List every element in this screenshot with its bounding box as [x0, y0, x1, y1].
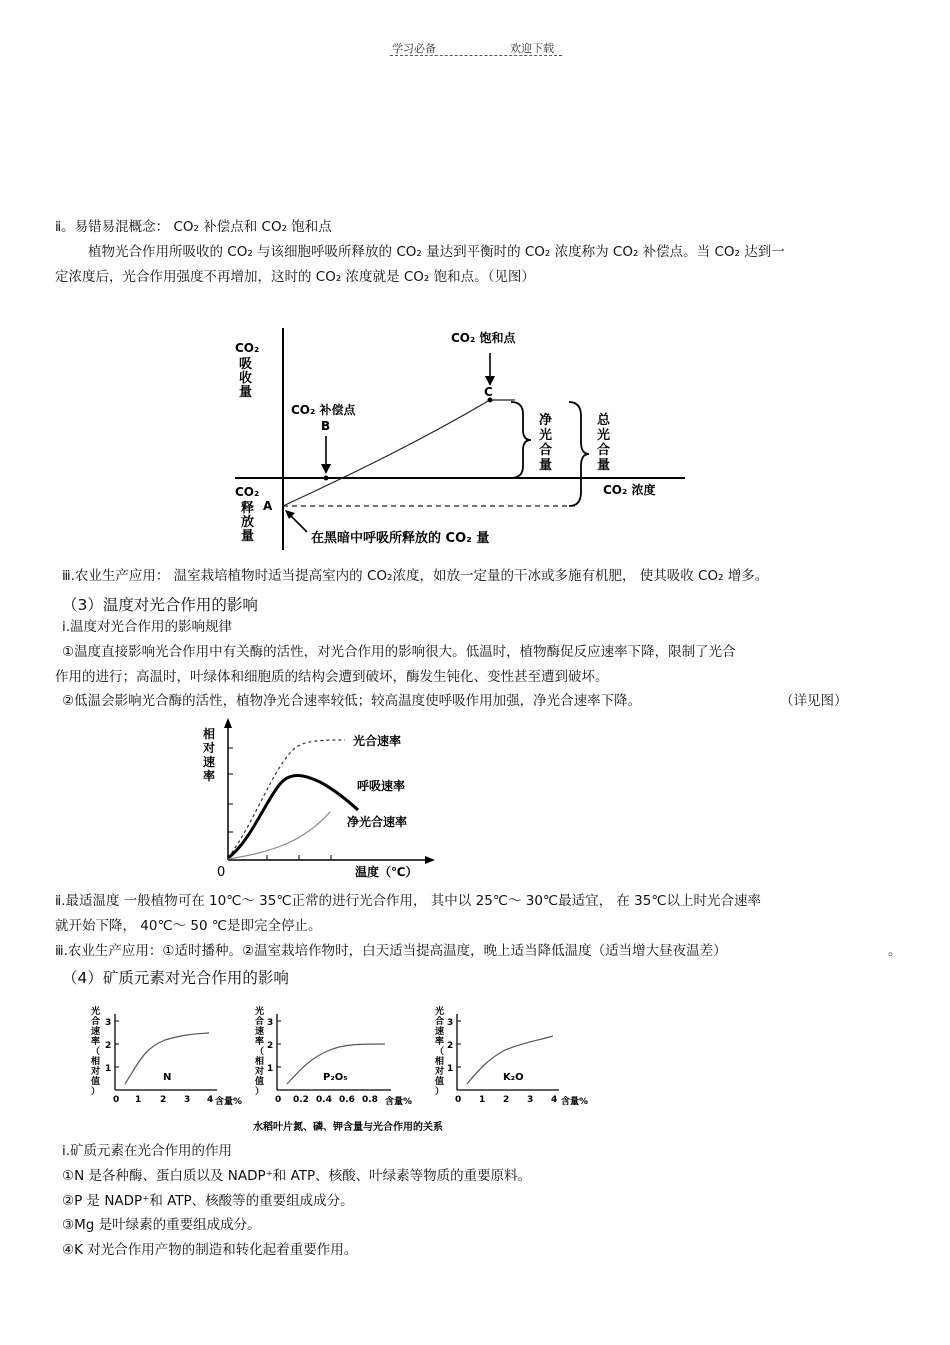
- tick-label: 3: [447, 1018, 454, 1028]
- tick-label: 2: [447, 1041, 454, 1051]
- tick-label: 1: [267, 1064, 274, 1074]
- temp-x-arrow: [425, 856, 435, 864]
- opt-temp-line3-end: 。: [888, 943, 902, 959]
- tick-label: 0.8: [362, 1095, 378, 1105]
- point-b-label: B: [321, 419, 331, 433]
- temp-p1-line1: ①温度直接影响光合作用中有关酶的活性，对光合作用的影响很大。低温时，植物酶促反应速率下降，限制了光合: [62, 644, 736, 660]
- panel-n-x-label: 含量%: [215, 1097, 243, 1107]
- header-divider: [390, 55, 562, 56]
- net-label-1: 光: [539, 428, 553, 443]
- tick-label: 1: [479, 1095, 486, 1105]
- temp-p2-ref: （详见图）: [780, 693, 848, 709]
- opt-temp-line3: ⅲ.农业生产应用：①适时播种。②温室栽培作物时，白天适当提高温度，晚上适当降低温度（适当增大昼夜温差）: [55, 943, 727, 959]
- co2-figure: [225, 318, 695, 558]
- total-brace: [569, 402, 589, 506]
- temp-y-label-1: 对: [203, 741, 216, 755]
- panel-n: [105, 1014, 242, 1107]
- agri-application-co2: ⅲ.农业生产应用： 温室栽培植物时适当提高室内的 CO₂浓度，如放一定量的干冰或多施有机肥， 使其吸收 CO₂ 增多。: [62, 568, 769, 584]
- temp-p2: ②低温会影响光合酶的活性，植物净光合速率较低；较高温度使呼吸作用加强，净光合速率下降。: [62, 693, 642, 709]
- tick-label: 0: [455, 1095, 462, 1105]
- y-bottom-label-2: 放: [241, 515, 255, 530]
- panel-p-x-label: 含量%: [385, 1097, 413, 1107]
- tick-label: 0.2: [293, 1095, 309, 1105]
- mineral-item-k: ④K 对光合作用产物的制造和转化起着重要作用。: [62, 1242, 358, 1258]
- series-photosynthesis-label: 光合速率: [353, 734, 402, 748]
- saturation-point-label: CO₂ 饱和点: [451, 331, 516, 345]
- arrow-a: [289, 514, 307, 532]
- y-top-label-2: 收: [239, 371, 253, 386]
- point-b-dot: [324, 476, 329, 481]
- y-char: 相: [91, 1057, 101, 1067]
- y-char: 相: [435, 1057, 445, 1067]
- y-char: 光: [91, 1007, 101, 1017]
- panel-p-element: P₂O₅: [323, 1072, 348, 1083]
- net-label-0: 净: [539, 413, 553, 428]
- temp-y-label-2: 速: [203, 755, 216, 769]
- y-char: 合: [91, 1017, 101, 1027]
- point-c-label: C: [484, 385, 493, 399]
- y-char: 相: [255, 1057, 265, 1067]
- y-char: 率: [435, 1037, 445, 1047]
- mineral-heading: （4）矿质元素对光合作用的影响: [62, 969, 289, 987]
- y-char: ）: [255, 1087, 265, 1097]
- temp-y-arrow: [224, 718, 232, 728]
- panel-k-x-label: 含量%: [561, 1097, 589, 1107]
- y-char: 光: [255, 1007, 265, 1017]
- series-respiration-label: 呼吸速率: [357, 779, 406, 793]
- temp-x-label: 温度（℃）: [355, 865, 418, 879]
- temp-p1-line2: 作用的进行；高温时，叶绿体和细胞质的结构会遭到破坏，酶发生钝化、变性甚至遭到破坏。: [55, 669, 609, 685]
- tick-label: 0.6: [339, 1095, 355, 1105]
- arrow-b-head: [321, 464, 331, 474]
- tick-label: 0: [113, 1095, 120, 1105]
- tick-label: 4: [551, 1095, 558, 1105]
- tick-label: 3: [267, 1018, 274, 1028]
- tick-label: 0: [275, 1095, 282, 1105]
- co2-para-line1: 植物光合作用所吸收的 CO₂ 与该细胞呼吸所释放的 CO₂ 量达到平衡时的 CO₂ 浓度称为 CO₂ 补偿点。当 CO₂ 达到一: [88, 244, 785, 260]
- temp-heading: （3）温度对光合作用的影响: [62, 596, 258, 614]
- y-char: 率: [255, 1037, 265, 1047]
- panel-n-element: N: [163, 1072, 172, 1083]
- y-bottom-label-1: 释: [241, 501, 255, 516]
- total-label-3: 量: [597, 458, 611, 473]
- tick-label: 1: [447, 1064, 454, 1074]
- net-photosynthesis-curve: [228, 812, 330, 859]
- mineral-item-mg: ③Mg 是叶绿素的重要组成成分。: [62, 1217, 261, 1233]
- net-brace: [511, 402, 531, 478]
- y-top-label-0: CO₂: [235, 341, 260, 355]
- tick-label: 2: [105, 1041, 112, 1051]
- tick-label: 2: [267, 1041, 274, 1051]
- tick-label: 0.4: [316, 1095, 332, 1105]
- y-top-label-1: 吸: [239, 357, 253, 372]
- y-char: 合: [255, 1017, 265, 1027]
- panel-k-element: K₂O: [503, 1072, 524, 1083]
- y-char: （: [435, 1047, 445, 1057]
- y-top-label-3: 量: [239, 385, 253, 400]
- tick-label: 3: [105, 1018, 112, 1028]
- temp-origin-label: 0: [217, 865, 226, 880]
- tick-label: 1: [105, 1064, 112, 1074]
- y-char: 值: [255, 1077, 265, 1087]
- y-char: 对: [435, 1067, 445, 1077]
- y-char: 对: [91, 1067, 101, 1077]
- mineral-figure: [85, 1000, 605, 1138]
- header-right: 欢迎下载: [510, 42, 554, 55]
- y-char: 值: [435, 1077, 445, 1087]
- tick-label: 4: [207, 1095, 214, 1105]
- x-concentration-label: CO₂ 浓度: [603, 483, 656, 497]
- y-char: 速: [91, 1027, 101, 1037]
- net-label-2: 合: [539, 443, 553, 458]
- panel-p: [267, 1014, 412, 1107]
- y-char: （: [255, 1047, 265, 1057]
- y-bottom-label-3: 量: [241, 529, 255, 544]
- temp-y-label-0: 相: [203, 727, 216, 741]
- mineral-item-p: ②P 是 NADP⁺和 ATP、核酸等的重要组成成分。: [62, 1193, 354, 1209]
- mineral-item-n: ①N 是各种酶、蛋白质以及 NADP⁺和 ATP、核酸、叶绿素等物质的重要原料。: [62, 1168, 532, 1184]
- compensation-point-label: CO₂ 补偿点: [291, 403, 356, 417]
- total-label-2: 合: [597, 443, 611, 458]
- y-char: 速: [255, 1027, 265, 1037]
- co2-para-line2: 定浓度后，光合作用强度不再增加，这时的 CO₂ 浓度就是 CO₂ 饱和点。（见图）: [55, 269, 535, 285]
- total-label-1: 光: [597, 428, 611, 443]
- y-char: ）: [91, 1087, 101, 1097]
- temp-y-label-3: 率: [203, 769, 216, 783]
- y-char: 光: [435, 1007, 445, 1017]
- opt-temp-line2: 就开始下降， 40℃～ 50 ℃是即完全停止。: [55, 918, 322, 934]
- co2-concept-title: ⅱ。易错易混概念： CO₂ 补偿点和 CO₂ 饱和点: [55, 219, 332, 235]
- mineral-sub: ⅰ.矿质元素在光合作用的作用: [62, 1143, 233, 1159]
- respiration-curve: [228, 776, 358, 859]
- tick-label: 1: [135, 1095, 142, 1105]
- y-bottom-label-0: CO₂: [235, 485, 260, 499]
- panel-k: [447, 1014, 588, 1107]
- y-char: 速: [435, 1027, 445, 1037]
- total-label-0: 总: [597, 413, 611, 428]
- opt-temp-line1: ⅱ.最适温度 一般植物可在 10℃～ 35℃正常的进行光合作用， 其中以 25℃～ 30℃最适宜， 在 35℃以上时光合速率: [55, 893, 761, 909]
- dark-respiration-note: 在黑暗中呼吸所释放的 CO₂ 量: [311, 531, 490, 546]
- temp-figure: [195, 712, 440, 880]
- y-char: ）: [435, 1087, 445, 1097]
- tick-label: 3: [527, 1095, 534, 1105]
- y-char: 合: [435, 1017, 445, 1027]
- net-label-3: 量: [539, 458, 553, 473]
- y-char: 率: [91, 1037, 101, 1047]
- tick-label: 2: [160, 1095, 167, 1105]
- temp-sub1: ⅰ.温度对光合作用的影响规律: [62, 619, 233, 635]
- tick-label: 3: [184, 1095, 191, 1105]
- series-net-label: 净光合速率: [347, 815, 408, 829]
- tick-label: 2: [503, 1095, 510, 1105]
- y-char: （: [91, 1047, 101, 1057]
- y-char: 对: [255, 1067, 265, 1077]
- y-char: 值: [91, 1077, 101, 1087]
- header-left: 学习必备: [392, 42, 436, 55]
- point-a-label: A: [263, 499, 273, 513]
- mineral-caption: 水稻叶片氮、磷、钾含量与光合作用的关系: [253, 1122, 443, 1133]
